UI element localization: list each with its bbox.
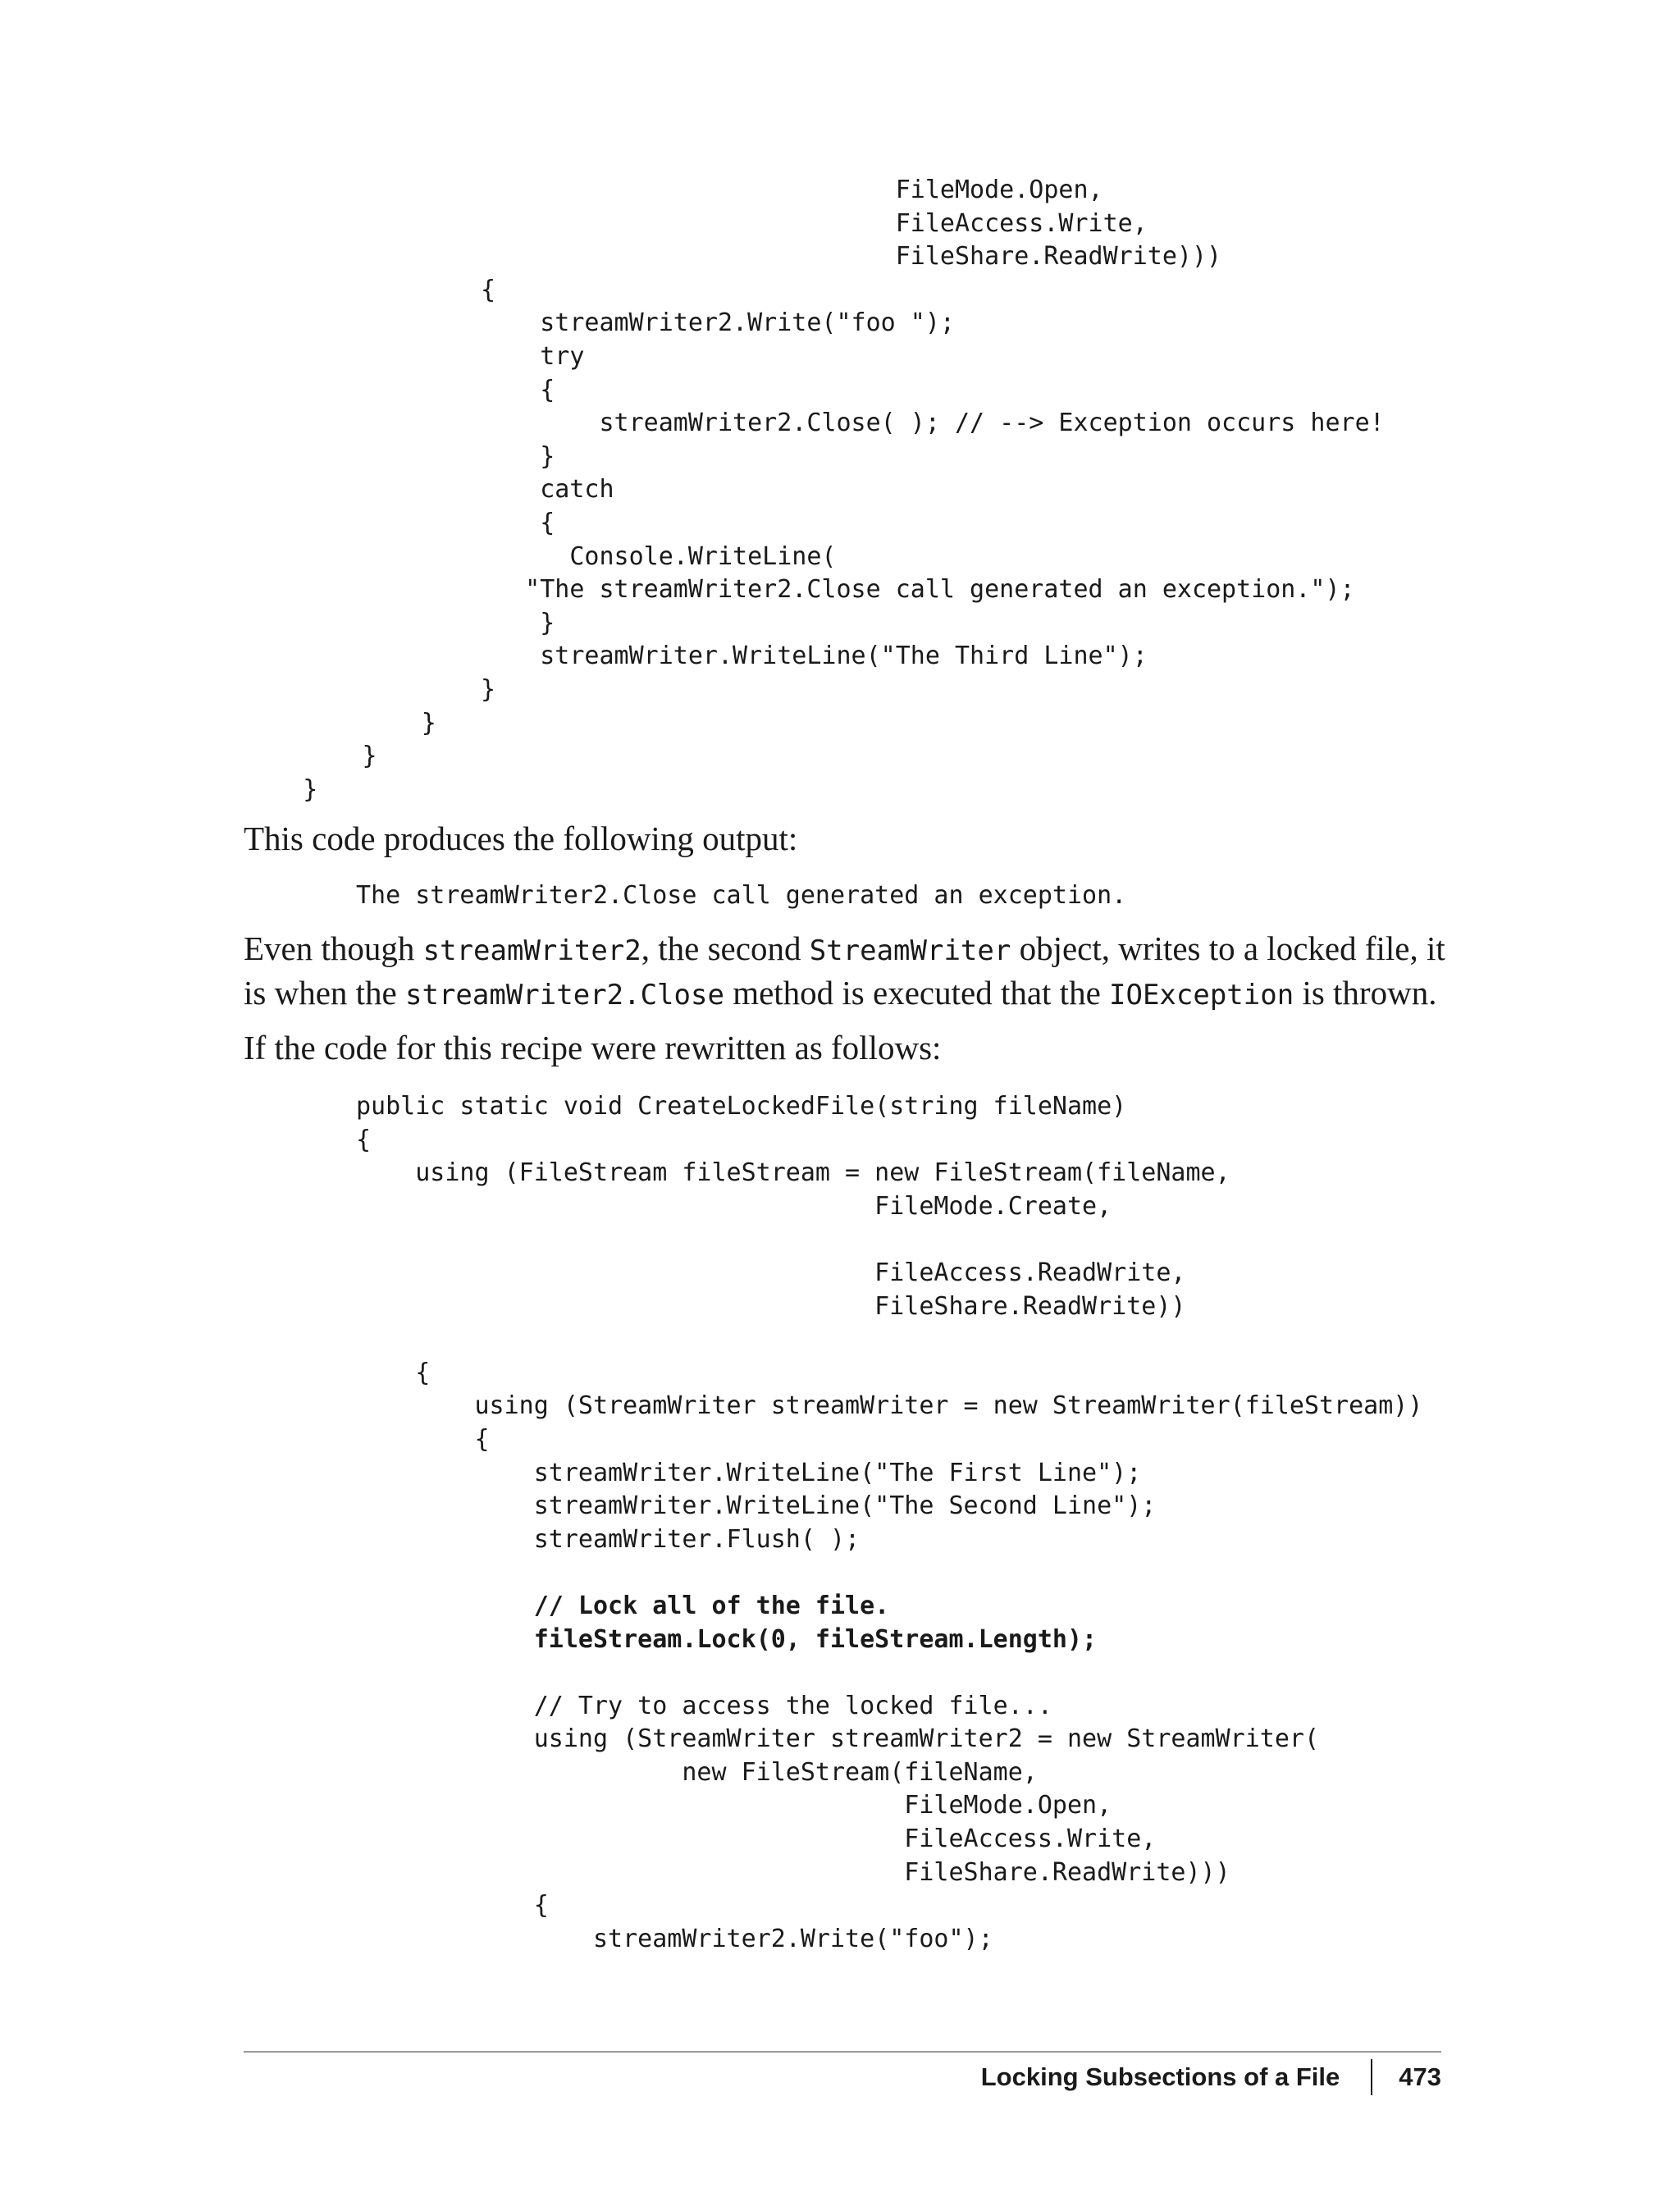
footer-separator	[1371, 2059, 1372, 2095]
code-block: // Try to access the locked file... using (StreamWriter streamWriter2 = new StreamWriter( new FileStream(fileName, FileMode.Open, FileAccess.Write, FileShare.ReadWrite))) { streamWriter2.Write("foo");	[533, 1691, 1319, 1953]
code-listing-continued: FileMode.Open, FileAccess.Write, FileShare.ReadWrite))) { streamWriter2.Write("foo "); try { streamWriter2.Close( ); // --> Exception occurs here! } catch { Console.WriteLine( "The streamWriter2.Close call generated an exception."); } streamWriter.WriteLine("The Third Line"); } } } }	[303, 176, 1385, 804]
inline-code: IOException	[1109, 979, 1294, 1012]
code-highlight: // Lock all of the file. fileStream.Lock(0, fileStream.Length);	[533, 1591, 1098, 1654]
code-block: public static void CreateLockedFile(string fileName) { using (FileStream fileStream = new FileStream(fileName, FileMode.Create, FileAccess.ReadWrite, FileShare.ReadWrite)) { using (StreamWriter streamWriter = new StreamWriter(fileStream)) { streamWriter.WriteLine("The First Line"); streamWriter.WriteLine("The Second Line"); streamWriter.Flush( );	[356, 1092, 1423, 1554]
page-number: 473	[1399, 2062, 1441, 2091]
paragraph-text: method is executed that the	[724, 974, 1110, 1012]
body-paragraph: This code produces the following output:	[244, 820, 798, 857]
inline-code: streamWriter2	[422, 934, 641, 967]
inline-code: streamWriter2.Close	[405, 979, 724, 1012]
footer-section-title: Locking Subsections of a File	[980, 2062, 1340, 2091]
output-listing: The streamWriter2.Close call generated an exception.	[356, 881, 1127, 910]
paragraph-text: object, writes to a locked file, it is when the	[244, 929, 1445, 1012]
paragraph-text: Even though	[244, 929, 423, 967]
body-paragraph: If the code for this recipe were rewritten as follows:	[244, 1029, 942, 1066]
page-footer	[981, 2053, 1441, 2102]
body-paragraph	[244, 928, 1449, 1016]
code-listing	[356, 1090, 1422, 1956]
paragraph-text: is thrown.	[1294, 974, 1437, 1012]
inline-code: StreamWriter	[809, 934, 1011, 967]
paragraph-text: , the second	[641, 929, 810, 967]
